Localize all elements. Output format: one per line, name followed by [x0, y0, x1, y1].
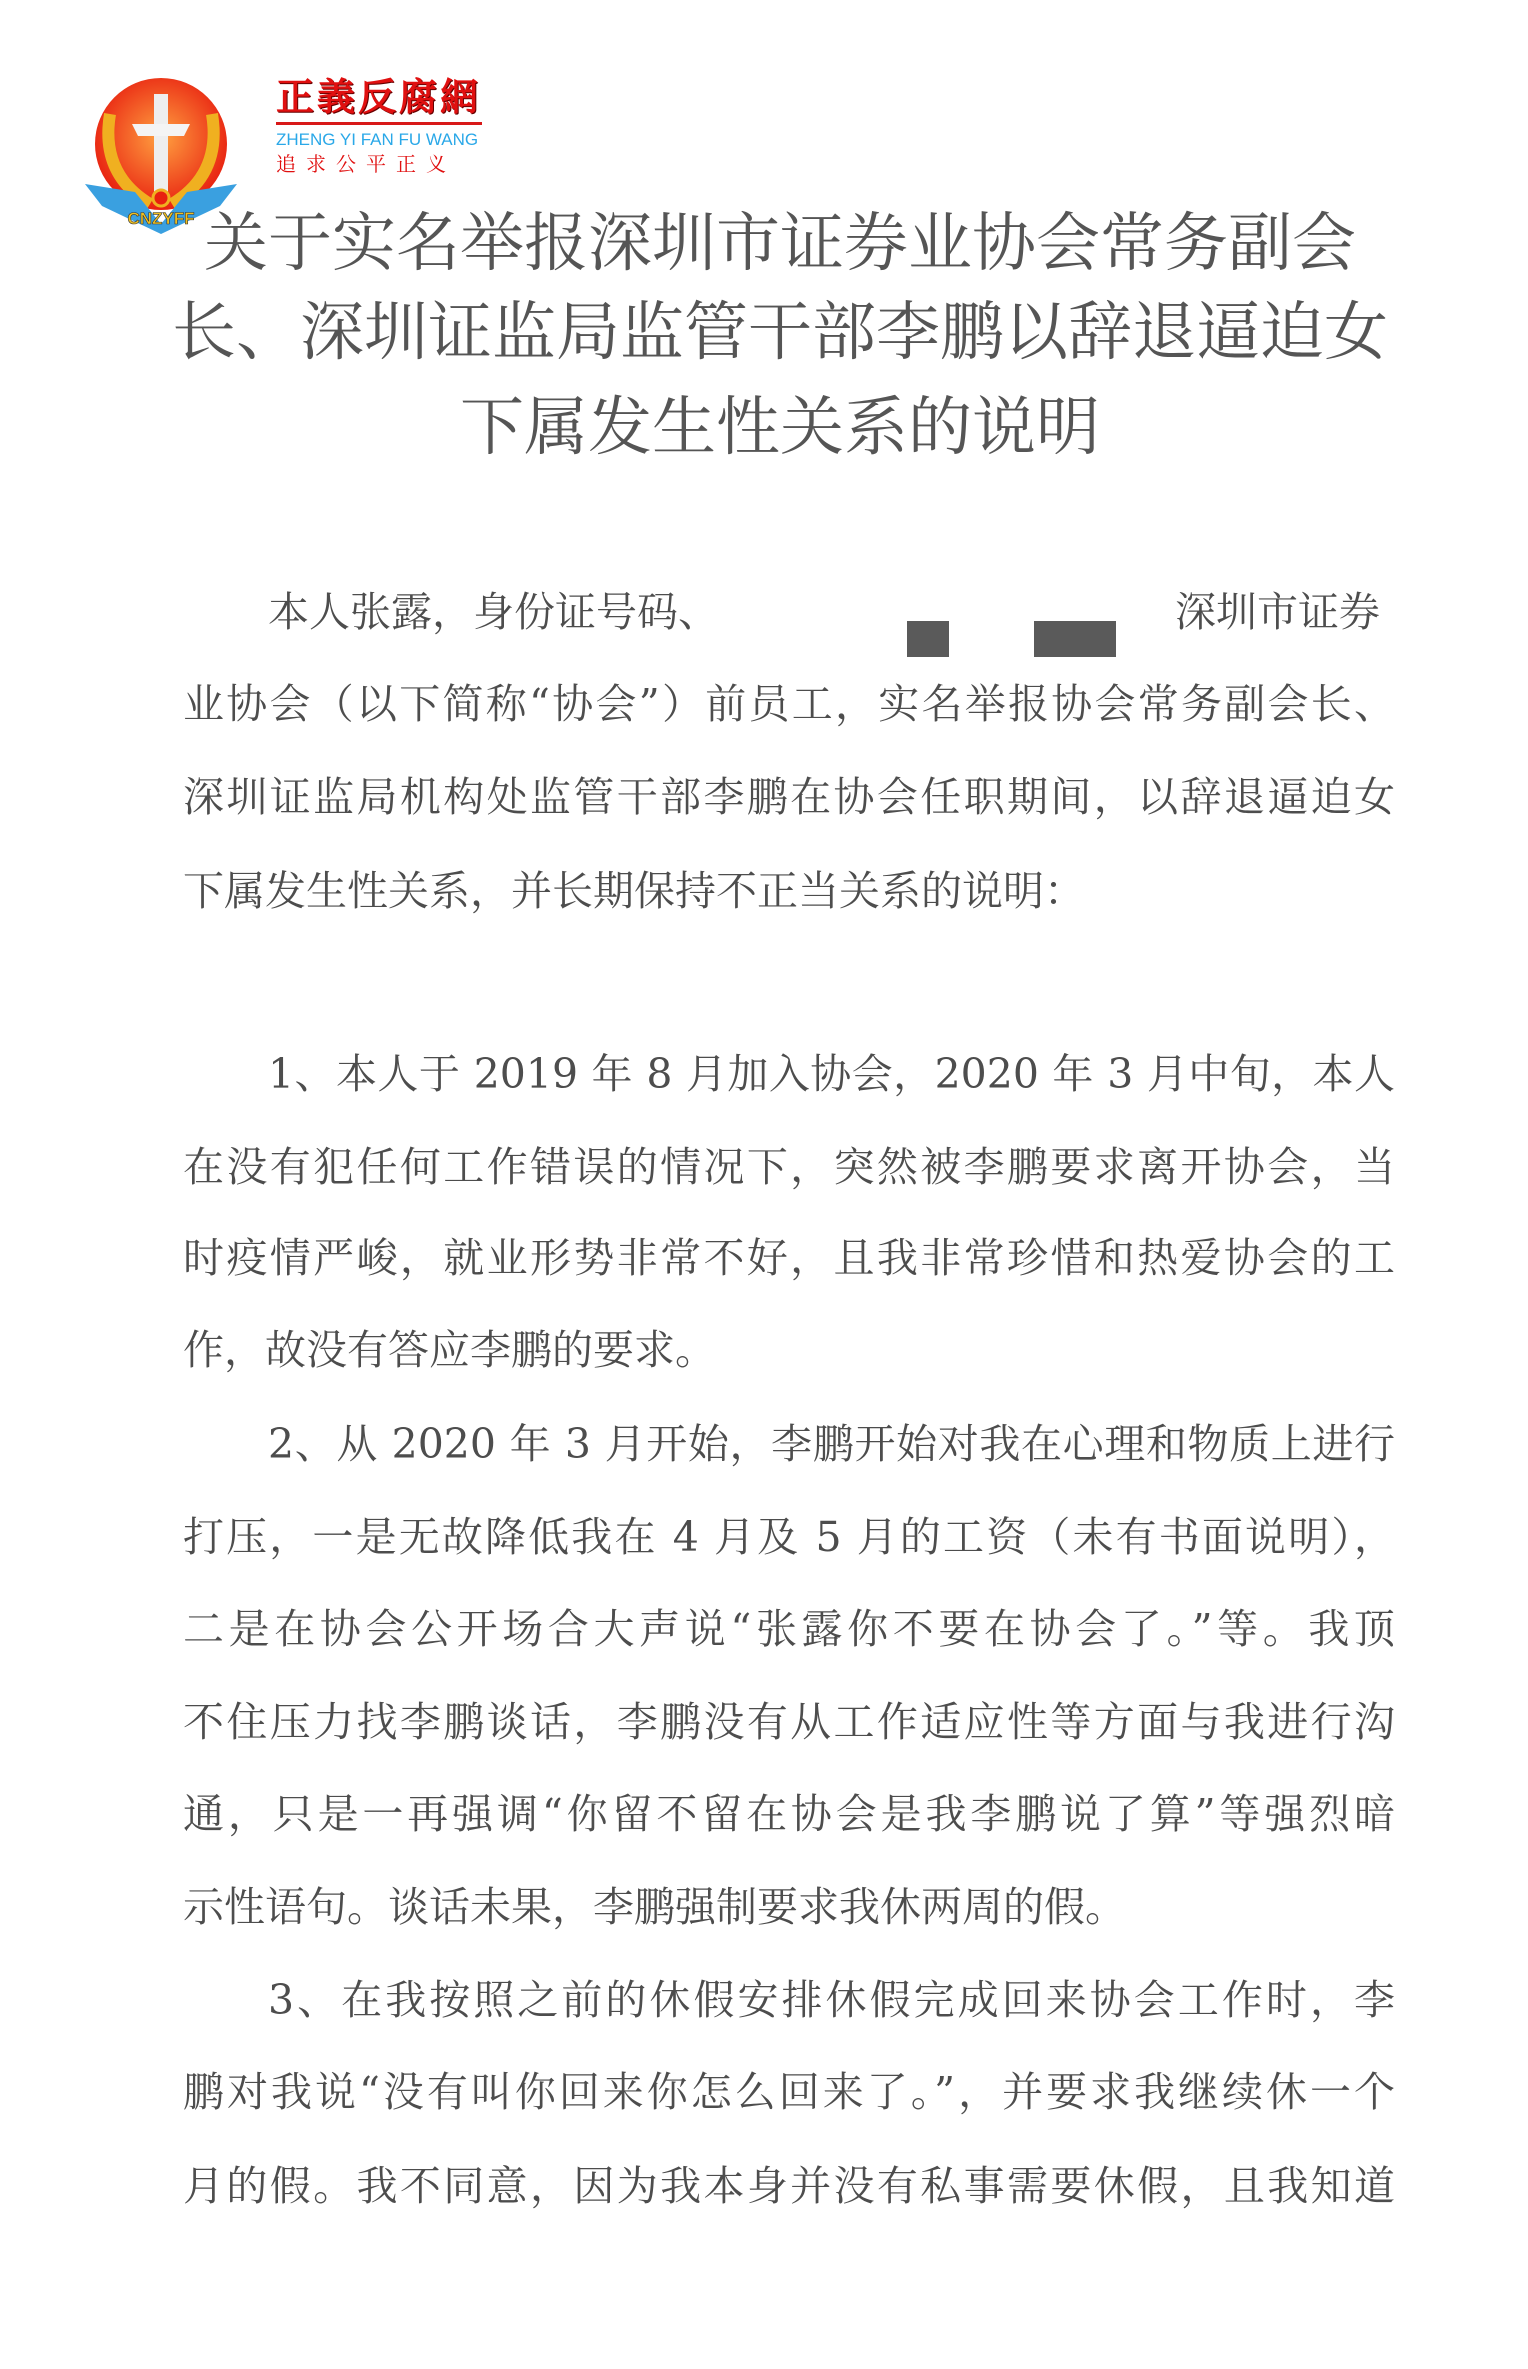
intro-line: 本人张露，身份证号码、 [268, 588, 719, 636]
paragraph-line: 不住压力找李鹏谈话，李鹏没有从工作适应性等方面与我进行沟 [183, 1698, 1395, 1746]
intro-line: 深圳证监局机构处监管干部李鹏在协会任职期间，以辞退逼迫女 [183, 773, 1395, 821]
paragraph-line: 2、从 2020 年 3 月开始，李鹏开始对我在心理和物质上进行 [268, 1420, 1395, 1468]
redaction-block [1034, 621, 1116, 657]
paragraph-line: 示性语句。谈话未果，李鹏强制要求我休两周的假。 [183, 1883, 1126, 1931]
svg-text:CNZYFF: CNZYFF [127, 209, 195, 228]
paragraph-line: 鹏对我说“没有叫你回来你怎么回来了。”，并要求我继续休一个 [183, 2068, 1395, 2116]
intro-line: 下属发生性关系，并长期保持不正当关系的说明： [183, 867, 1085, 915]
paragraph-line: 月的假。我不同意，因为我本身并没有私事需要休假，且我知道 [183, 2162, 1395, 2210]
paragraph-line: 时疫情严峻，就业形势非常不好，且我非常珍惜和热爱协会的工 [183, 1234, 1395, 1282]
brand-name-en: ZHENG YI FAN FU WANG [276, 130, 479, 149]
paragraph-line: 二是在协会公开场合大声说“张露你不要在协会了。”等。我顶 [183, 1605, 1395, 1653]
paragraph-line: 3、在我按照之前的休假安排休假完成回来协会工作时，李 [268, 1976, 1395, 2024]
document-title-line: 关于实名举报深圳市证券业协会常务副会 [204, 207, 1356, 281]
intro-line: 业协会（以下简称“协会”）前员工，实名举报协会常务副会长、 [183, 680, 1395, 728]
brand-divider [276, 122, 482, 125]
brand-name-cn: 正義反腐網 [276, 74, 482, 119]
brand-slogan: 追求公平正义 [276, 154, 456, 176]
paragraph-line: 通，只是一再强调“你留不留在协会是我李鹏说了算”等强烈暗 [183, 1790, 1395, 1838]
paragraph-line: 打压，一是无故降低我在 4 月及 5 月的工资（未有书面说明）， [183, 1513, 1395, 1561]
document-title-line: 长、深圳证监局监管干部李鹏以辞退逼迫女 [172, 296, 1388, 370]
site-brand [276, 76, 516, 177]
paragraph-line: 在没有犯任何工作错误的情况下，突然被李鹏要求离开协会，当 [183, 1143, 1395, 1191]
paragraph-line: 作，故没有答应李鹏的要求。 [183, 1326, 716, 1374]
intro-line: 深圳市证券 [1175, 588, 1380, 636]
document-title-line: 下属发生性关系的说明 [460, 391, 1100, 465]
paragraph-line: 1、本人于 2019 年 8 月加入协会，2020 年 3 月中旬，本人 [268, 1050, 1395, 1098]
redaction-block [907, 621, 949, 657]
